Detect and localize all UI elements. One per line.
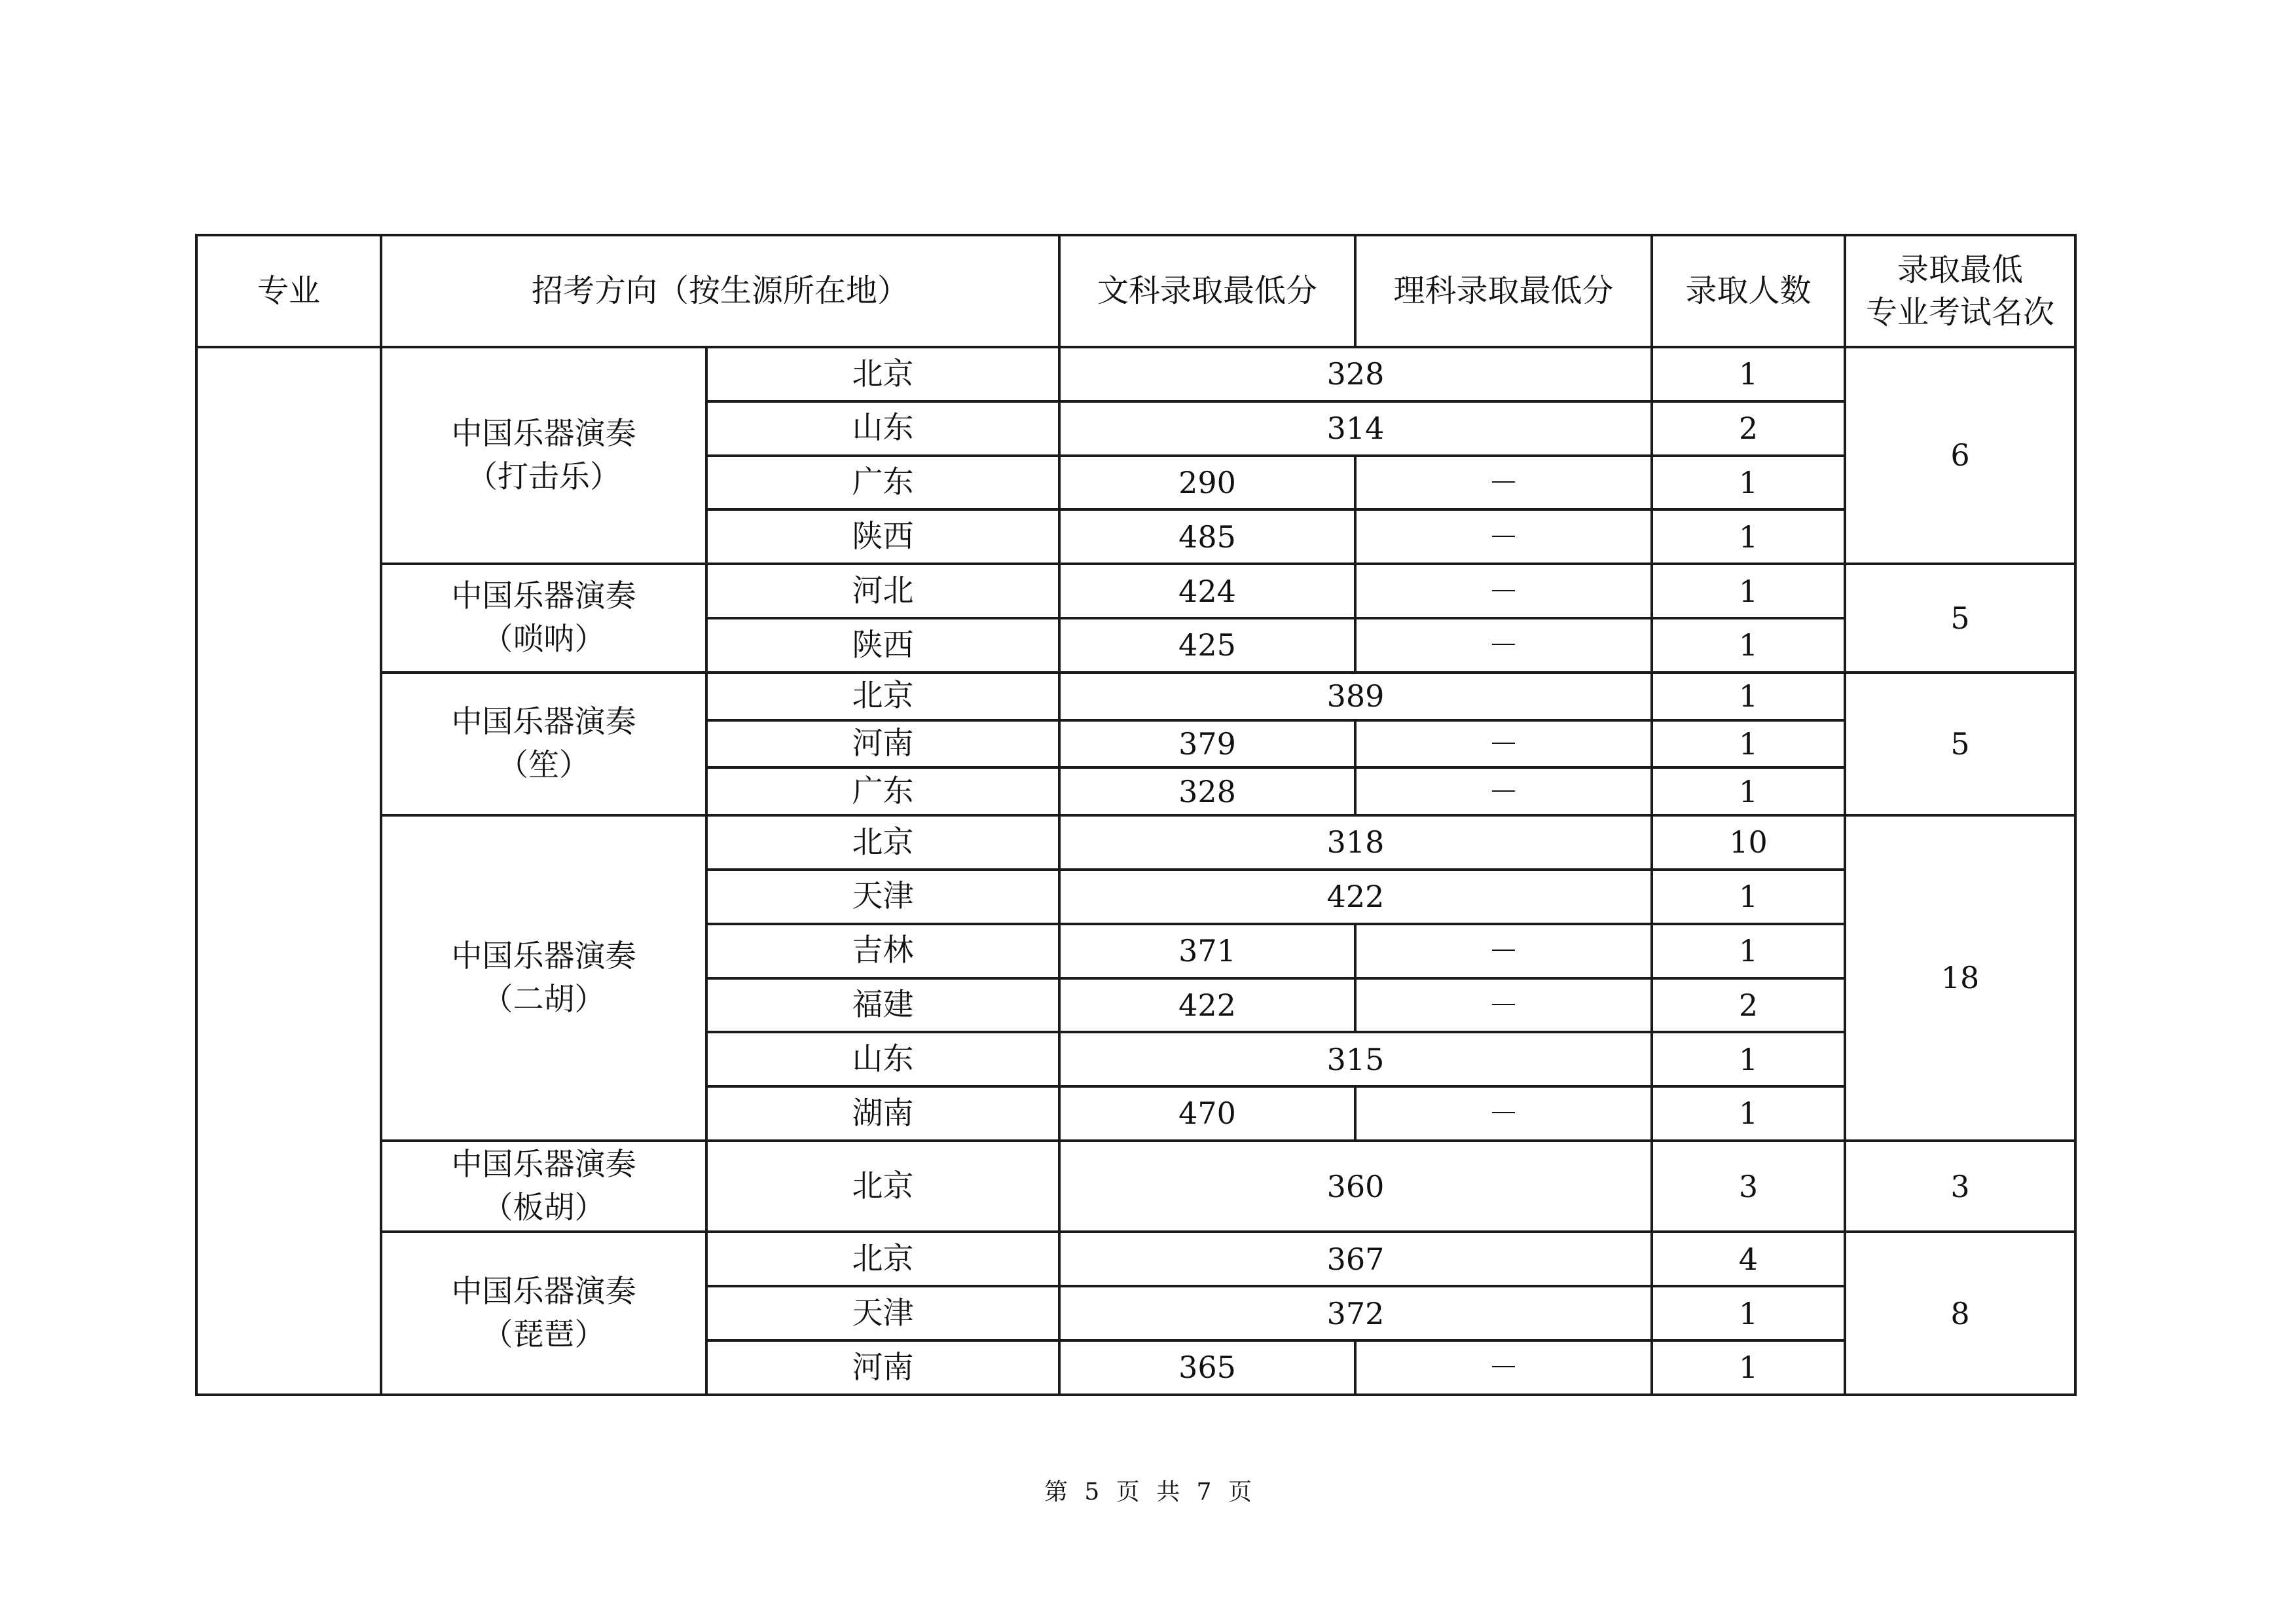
province-cell: 北京 [706,1141,1059,1232]
min-rank-cell: 5 [1845,564,2075,673]
province-cell: 北京 [706,815,1059,870]
science-min-score-cell: － [1355,564,1652,618]
admitted-count-cell: 1 [1652,924,1845,978]
table-row [196,673,2075,720]
arts-min-score-cell: 422 [1059,978,1355,1033]
combined-min-score-cell: 367 [1059,1232,1652,1286]
admitted-count-cell: 1 [1652,1032,1845,1086]
combined-min-score-cell: 318 [1059,815,1652,870]
province-cell: 北京 [706,1232,1059,1286]
direction-name: 中国乐器演奏 [451,578,636,615]
admitted-count-cell: 10 [1652,815,1845,870]
admitted-count-cell: 1 [1652,673,1845,720]
arts-min-score-cell: 485 [1059,509,1355,564]
table-body [196,347,2075,1395]
arts-min-score-cell: 328 [1059,767,1355,815]
admitted-count-cell: 4 [1652,1232,1845,1286]
combined-min-score-cell: 422 [1059,870,1652,924]
header-direction: 招考方向（按生源所在地） [381,235,1059,347]
table-row [196,815,2075,870]
province-cell: 天津 [706,870,1059,924]
header-science-min-score: 理科录取最低分 [1355,235,1652,347]
province-cell: 陕西 [706,618,1059,673]
header-major: 专业 [196,235,381,347]
admitted-count-cell: 1 [1652,720,1845,768]
direction-name: 中国乐器演奏 [451,704,636,741]
direction-instrument: （唢呐） [482,621,606,658]
direction-cell [381,1232,706,1395]
arts-min-score-cell: 365 [1059,1340,1355,1395]
province-cell: 河北 [706,564,1059,618]
direction-instrument: （打击乐） [467,458,621,495]
min-rank-cell: 6 [1845,347,2075,564]
province-cell: 北京 [706,673,1059,720]
combined-min-score-cell: 315 [1059,1032,1652,1086]
admitted-count-cell: 1 [1652,618,1845,673]
header-min-rank-line1: 录取最低 [1897,251,2024,288]
science-min-score-cell: － [1355,618,1652,673]
direction-instrument: （板胡） [482,1189,606,1226]
header-admitted-count: 录取人数 [1652,235,1845,347]
direction-name: 中国乐器演奏 [451,415,636,452]
province-cell: 山东 [706,401,1059,456]
province-cell: 陕西 [706,509,1059,564]
science-min-score-cell: － [1355,767,1652,815]
admitted-count-cell: 3 [1652,1141,1845,1232]
science-min-score-cell: － [1355,456,1652,510]
province-cell: 吉林 [706,924,1059,978]
arts-min-score-cell: 425 [1059,618,1355,673]
admitted-count-cell: 1 [1652,767,1845,815]
admission-score-table [195,234,2077,1396]
admitted-count-cell: 1 [1652,456,1845,510]
science-min-score-cell: － [1355,1340,1652,1395]
science-min-score-cell: － [1355,720,1652,768]
admitted-count-cell: 1 [1652,509,1845,564]
province-cell: 河南 [706,720,1059,768]
admitted-count-cell: 1 [1652,1086,1845,1141]
admitted-count-cell: 1 [1652,564,1845,618]
direction-instrument: （琵琶） [482,1316,606,1353]
admitted-count-cell: 2 [1652,978,1845,1033]
combined-min-score-cell: 328 [1059,347,1652,401]
province-cell: 湖南 [706,1086,1059,1141]
header-min-rank-line2: 专业考试名次 [1866,293,2055,331]
min-rank-cell: 18 [1845,815,2075,1141]
province-cell: 广东 [706,767,1059,815]
science-min-score-cell: － [1355,509,1652,564]
direction-name: 中国乐器演奏 [451,1273,636,1310]
table-row [196,564,2075,618]
major-cell [196,347,381,1395]
table-row [196,347,2075,401]
direction-cell [381,815,706,1141]
province-cell: 天津 [706,1286,1059,1340]
province-cell: 河南 [706,1340,1059,1395]
min-rank-cell: 5 [1845,673,2075,815]
table-header-row [196,235,2075,347]
arts-min-score-cell: 379 [1059,720,1355,768]
direction-cell [381,1141,706,1232]
page-number-footer: 第 5 页 共 7 页 [1044,1479,1252,1505]
table-row [196,1141,2075,1232]
province-cell: 北京 [706,347,1059,401]
table-row [196,1232,2075,1286]
science-min-score-cell: － [1355,924,1652,978]
header-arts-min-score: 文科录取最低分 [1059,235,1355,347]
province-cell: 福建 [706,978,1059,1033]
admitted-count-cell: 1 [1652,870,1845,924]
combined-min-score-cell: 372 [1059,1286,1652,1340]
header-min-rank [1845,235,2075,347]
science-min-score-cell: － [1355,1086,1652,1141]
province-cell: 山东 [706,1032,1059,1086]
min-rank-cell: 8 [1845,1232,2075,1395]
admitted-count-cell: 2 [1652,401,1845,456]
arts-min-score-cell: 371 [1059,924,1355,978]
arts-min-score-cell: 290 [1059,456,1355,510]
combined-min-score-cell: 389 [1059,673,1652,720]
direction-cell [381,673,706,815]
province-cell: 广东 [706,456,1059,510]
arts-min-score-cell: 470 [1059,1086,1355,1141]
admitted-count-cell: 1 [1652,1340,1845,1395]
min-rank-cell: 3 [1845,1141,2075,1232]
direction-instrument: （二胡） [482,981,606,1018]
direction-name: 中国乐器演奏 [451,938,636,974]
science-min-score-cell: － [1355,978,1652,1033]
admitted-count-cell: 1 [1652,1286,1845,1340]
arts-min-score-cell: 424 [1059,564,1355,618]
direction-name: 中国乐器演奏 [451,1146,636,1183]
direction-instrument: （笙） [498,747,590,784]
direction-cell [381,347,706,564]
admitted-count-cell: 1 [1652,347,1845,401]
direction-cell [381,564,706,673]
combined-min-score-cell: 314 [1059,401,1652,456]
combined-min-score-cell: 360 [1059,1141,1652,1232]
